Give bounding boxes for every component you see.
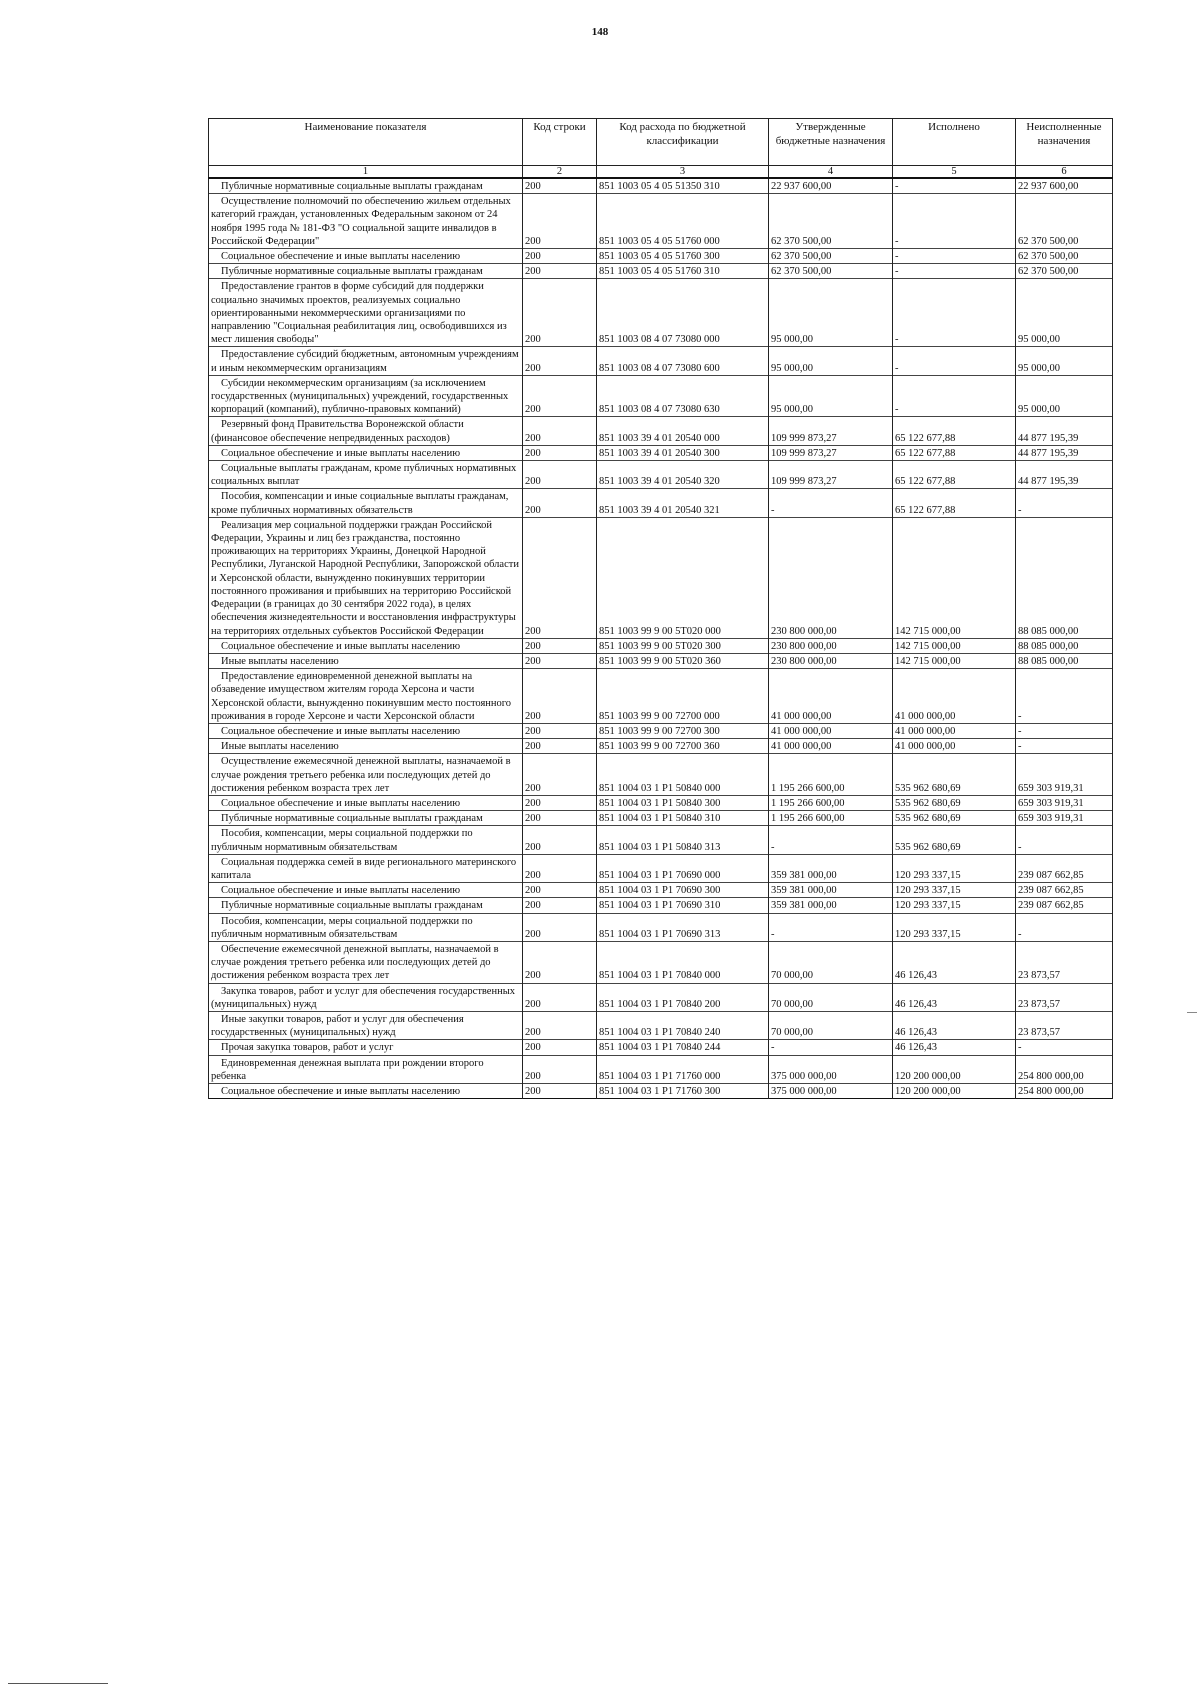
row-unexecuted: 44 877 195,39 [1016,445,1113,460]
row-approved: 41 000 000,00 [769,739,893,754]
table-row [209,913,1113,941]
row-name [209,653,523,668]
row-name [209,854,523,882]
table-header [209,119,1113,179]
row-name [209,194,523,249]
row-name [209,826,523,854]
row-executed: 65 122 677,88 [893,489,1016,517]
table-row [209,811,1113,826]
row-line-code: 200 [523,913,597,941]
row-expense-code: 851 1004 03 1 Р1 70840 244 [597,1040,769,1055]
column-number: 3 [597,166,769,179]
row-expense-code: 851 1003 39 4 01 20540 321 [597,489,769,517]
row-executed: 41 000 000,00 [893,723,1016,738]
row-approved: 62 370 500,00 [769,249,893,264]
row-name [209,417,523,445]
row-unexecuted: 659 303 919,31 [1016,811,1113,826]
header-indicator-name: Наименование показателя [209,119,523,166]
row-executed: 41 000 000,00 [893,669,1016,724]
row-expense-code: 851 1003 39 4 01 20540 000 [597,417,769,445]
table-row [209,854,1113,882]
row-name-text: Пособия, компенсации и иные социальные выплаты гражданам, кроме публичных нормативных обязательств [211,491,509,516]
row-name-text: Резервный фонд Правительства Воронежской области (финансовое обеспечение непредвиденных расходов) [211,419,464,444]
row-line-code: 200 [523,279,597,347]
row-approved: 230 800 000,00 [769,638,893,653]
row-expense-code: 851 1004 03 1 Р1 70690 000 [597,854,769,882]
row-expense-code: 851 1003 05 4 05 51760 310 [597,264,769,279]
row-name-text: Субсидии некоммерческим организациям (за исключением государственных (муниципальных) учреждений, государственных корпораций (компаний), публично-правовых компаний) [211,377,509,416]
row-expense-code: 851 1003 99 9 00 5Т020 000 [597,517,769,638]
row-name-text: Иные выплаты населению [221,655,339,667]
row-expense-code: 851 1004 03 1 Р1 70690 310 [597,898,769,913]
row-executed: 46 126,43 [893,983,1016,1011]
table-row [209,517,1113,638]
budget-execution-table [208,118,1113,1099]
row-name [209,898,523,913]
row-line-code: 200 [523,264,597,279]
table-row [209,264,1113,279]
row-executed: 535 962 680,69 [893,754,1016,796]
row-approved: 62 370 500,00 [769,194,893,249]
row-name-text: Осуществление ежемесячной денежной выплаты, назначаемой в случае рождения третьего ребенка или последующих детей до достижения ребенком возраста трех лет [211,756,511,794]
row-executed: 120 200 000,00 [893,1084,1016,1099]
row-executed: 120 293 337,15 [893,913,1016,941]
row-approved: 70 000,00 [769,983,893,1011]
table-row [209,983,1113,1011]
row-executed: 535 962 680,69 [893,795,1016,810]
row-name-text: Социальное обеспечение и иные выплаты населению [221,640,461,652]
row-executed: - [893,178,1016,194]
row-unexecuted: 239 087 662,85 [1016,854,1113,882]
row-line-code: 200 [523,178,597,194]
header-expense-code: Код расхода по бюджетной классификации [597,119,769,166]
row-line-code: 200 [523,489,597,517]
row-line-code: 200 [523,375,597,417]
row-executed: - [893,264,1016,279]
row-approved: - [769,1040,893,1055]
row-name [209,754,523,796]
row-line-code: 200 [523,739,597,754]
row-name-text: Социальное обеспечение и иные выплаты населению [221,725,461,737]
row-approved: 375 000 000,00 [769,1084,893,1099]
table-row [209,347,1113,375]
row-expense-code: 851 1003 08 4 07 73080 630 [597,375,769,417]
row-name [209,811,523,826]
row-approved: 1 195 266 600,00 [769,754,893,796]
row-unexecuted: 62 370 500,00 [1016,194,1113,249]
table-row [209,461,1113,489]
table-row [209,489,1113,517]
row-name-text: Социальное обеспечение и иные выплаты населению [221,885,461,897]
row-executed: - [893,347,1016,375]
row-approved: 22 937 600,00 [769,178,893,194]
row-approved: 1 195 266 600,00 [769,795,893,810]
row-unexecuted: 88 085 000,00 [1016,653,1113,668]
row-approved: 109 999 873,27 [769,417,893,445]
row-line-code: 200 [523,517,597,638]
row-line-code: 200 [523,1055,597,1083]
row-line-code: 200 [523,347,597,375]
margin-mark [1187,1012,1197,1013]
row-name-text: Социальное обеспечение и иные выплаты населению [221,251,461,263]
row-unexecuted: - [1016,669,1113,724]
row-unexecuted: 23 873,57 [1016,983,1113,1011]
row-name-text: Предоставление единовременной денежной выплаты на обзаведение имуществом жителям города Херсона и части Херсонской области, вынужденно покинувшим место постоянного проживания в городе Херсоне и части Херсонской области [211,671,512,722]
row-unexecuted: - [1016,739,1113,754]
row-unexecuted: 659 303 919,31 [1016,795,1113,810]
row-line-code: 200 [523,854,597,882]
row-name-text: Закупка товаров, работ и услуг для обеспечения государственных (муниципальных) нужд [211,985,516,1010]
table-row [209,445,1113,460]
row-line-code: 200 [523,754,597,796]
column-number: 2 [523,166,597,179]
row-line-code: 200 [523,194,597,249]
table-row [209,898,1113,913]
table-row [209,1011,1113,1039]
row-name [209,279,523,347]
row-expense-code: 851 1003 05 4 05 51760 300 [597,249,769,264]
row-expense-code: 851 1004 03 1 Р1 71760 000 [597,1055,769,1083]
row-expense-code: 851 1004 03 1 Р1 50840 310 [597,811,769,826]
row-unexecuted: 95 000,00 [1016,279,1113,347]
row-name [209,1040,523,1055]
row-unexecuted: - [1016,826,1113,854]
row-expense-code: 851 1003 08 4 07 73080 600 [597,347,769,375]
row-unexecuted: - [1016,913,1113,941]
row-approved: - [769,826,893,854]
row-name [209,347,523,375]
row-name [209,795,523,810]
row-name [209,739,523,754]
row-approved: 62 370 500,00 [769,264,893,279]
column-number: 1 [209,166,523,179]
row-expense-code: 851 1003 39 4 01 20540 320 [597,461,769,489]
row-executed: 142 715 000,00 [893,638,1016,653]
row-expense-code: 851 1003 99 9 00 5Т020 360 [597,653,769,668]
row-approved: 70 000,00 [769,941,893,983]
row-unexecuted: 44 877 195,39 [1016,461,1113,489]
row-line-code: 200 [523,1084,597,1099]
table-row [209,723,1113,738]
row-unexecuted: 22 937 600,00 [1016,178,1113,194]
table-row [209,1040,1113,1055]
row-line-code: 200 [523,638,597,653]
row-name [209,913,523,941]
row-name [209,1011,523,1039]
row-approved: 95 000,00 [769,279,893,347]
row-approved: 109 999 873,27 [769,461,893,489]
row-name-text: Социальное обеспечение и иные выплаты населению [221,447,461,459]
row-unexecuted: 88 085 000,00 [1016,638,1113,653]
row-expense-code: 851 1004 03 1 Р1 70840 200 [597,983,769,1011]
row-expense-code: 851 1003 39 4 01 20540 300 [597,445,769,460]
row-executed: - [893,194,1016,249]
row-expense-code: 851 1004 03 1 Р1 70690 313 [597,913,769,941]
table-row [209,795,1113,810]
row-unexecuted: - [1016,1040,1113,1055]
row-name [209,941,523,983]
row-executed: - [893,279,1016,347]
row-approved: 1 195 266 600,00 [769,811,893,826]
table-row [209,941,1113,983]
row-executed: 46 126,43 [893,941,1016,983]
row-executed: 120 293 337,15 [893,854,1016,882]
row-unexecuted: 659 303 919,31 [1016,754,1113,796]
row-executed: 142 715 000,00 [893,653,1016,668]
row-unexecuted: 254 800 000,00 [1016,1055,1113,1083]
row-unexecuted: 239 087 662,85 [1016,898,1113,913]
column-number: 4 [769,166,893,179]
page-number: 148 [591,26,609,38]
row-expense-code: 851 1004 03 1 Р1 50840 313 [597,826,769,854]
header-line-code: Код строки [523,119,597,166]
row-line-code: 200 [523,898,597,913]
row-name-text: Социальные выплаты гражданам, кроме публичных нормативных социальных выплат [211,463,517,488]
column-number: 5 [893,166,1016,179]
row-unexecuted: 62 370 500,00 [1016,249,1113,264]
table-row [209,249,1113,264]
row-line-code: 200 [523,461,597,489]
row-executed: - [893,375,1016,417]
row-line-code: 200 [523,1011,597,1039]
row-approved: 95 000,00 [769,375,893,417]
row-executed: 65 122 677,88 [893,445,1016,460]
row-name-text: Прочая закупка товаров, работ и услуг [221,1042,394,1054]
row-line-code: 200 [523,941,597,983]
header-unexecuted: Неисполненные назначения [1016,119,1113,166]
row-line-code: 200 [523,983,597,1011]
row-name [209,489,523,517]
row-unexecuted: 95 000,00 [1016,347,1113,375]
row-approved: 230 800 000,00 [769,517,893,638]
row-line-code: 200 [523,883,597,898]
row-expense-code: 851 1004 03 1 Р1 50840 300 [597,795,769,810]
row-executed: 65 122 677,88 [893,461,1016,489]
table-row [209,279,1113,347]
row-name-text: Пособия, компенсации, меры социальной поддержки по публичным нормативным обязательствам [211,915,473,940]
row-line-code: 200 [523,1040,597,1055]
row-unexecuted: 95 000,00 [1016,375,1113,417]
table-body [209,178,1113,1099]
row-name-text: Социальное обеспечение и иные выплаты населению [221,797,461,809]
row-name-text: Публичные нормативные социальные выплаты гражданам [221,900,483,912]
row-executed: 120 293 337,15 [893,898,1016,913]
row-name-text: Предоставление грантов в форме субсидий для поддержки социально значимых проектов, реализуемых социально ориентированными некоммерческими организациями по направлению "Социальная реабилитация лиц, освободившихся из мест лишения свободы" [211,281,507,346]
row-expense-code: 851 1004 03 1 Р1 50840 000 [597,754,769,796]
row-name [209,723,523,738]
table-row [209,739,1113,754]
row-unexecuted: 62 370 500,00 [1016,264,1113,279]
table-row [209,194,1113,249]
table-row [209,826,1113,854]
row-approved: 95 000,00 [769,347,893,375]
row-unexecuted: 88 085 000,00 [1016,517,1113,638]
table-row [209,754,1113,796]
row-name-text: Иные выплаты населению [221,741,339,753]
row-expense-code: 851 1003 05 4 05 51760 000 [597,194,769,249]
row-name [209,517,523,638]
header-approved: Утвержденные бюджетные назначения [769,119,893,166]
row-executed: 46 126,43 [893,1040,1016,1055]
row-approved: 359 381 000,00 [769,883,893,898]
row-line-code: 200 [523,723,597,738]
row-line-code: 200 [523,417,597,445]
row-approved: 375 000 000,00 [769,1055,893,1083]
row-executed: 120 200 000,00 [893,1055,1016,1083]
row-name-text: Социальное обеспечение и иные выплаты населению [221,1086,461,1097]
row-name-text: Предоставление субсидий бюджетным, автономным учреждениям и иным некоммерческим организациям [211,349,519,374]
row-expense-code: 851 1003 08 4 07 73080 000 [597,279,769,347]
row-name [209,669,523,724]
row-name-text: Социальная поддержка семей в виде регионального материнского капитала [211,856,517,881]
row-unexecuted: 44 877 195,39 [1016,417,1113,445]
table-row [209,1084,1113,1099]
row-expense-code: 851 1003 99 9 00 72700 000 [597,669,769,724]
row-line-code: 200 [523,653,597,668]
row-name-text: Обеспечение ежемесячной денежной выплаты, назначаемой в случае рождения третьего ребенка или последующих детей до достижения ребенком возраста трех лет [211,943,499,982]
row-executed: 41 000 000,00 [893,739,1016,754]
row-approved: 109 999 873,27 [769,445,893,460]
row-name-text: Осуществление полномочий по обеспечению жильем отдельных категорий граждан, установленных Федеральным законом от 24 ноября 1995 года № 181-ФЗ "О социальной защите инвалидов в Российской Федерации" [211,196,511,247]
row-expense-code: 851 1003 99 9 00 5Т020 300 [597,638,769,653]
row-name-text: Реализация мер социальной поддержки граждан Российской Федерации, Украины и лиц без гражданства, постоянно проживающих на территориях Украины, Донецкой Народной Республики, Луганской Народной Республики, Запорожской области и Херсонской области, вынужденно покинувших территории постоянного проживания и прибывших на территорию Российской Федерации (в границах до 30 сентября 2022 года), в целях обеспечения жизнедеятельности и восстановления инфраструктуры на территориях отдельных субъектов Российской Федерации [211,519,519,637]
row-approved: 359 381 000,00 [769,854,893,882]
row-expense-code: 851 1004 03 1 Р1 70690 300 [597,883,769,898]
table-row [209,669,1113,724]
row-name-text: Пособия, компенсации, меры социальной поддержки по публичным нормативным обязательствам [211,828,473,853]
row-name [209,638,523,653]
row-name [209,375,523,417]
table-row [209,1055,1113,1083]
row-name [209,1055,523,1083]
row-unexecuted: - [1016,489,1113,517]
row-name [209,178,523,194]
row-name [209,1084,523,1099]
row-approved: 230 800 000,00 [769,653,893,668]
row-unexecuted: - [1016,723,1113,738]
row-name-text: Публичные нормативные социальные выплаты гражданам [221,181,483,192]
row-name-text: Публичные нормативные социальные выплаты гражданам [221,266,483,278]
row-name [209,264,523,279]
row-executed: 142 715 000,00 [893,517,1016,638]
row-line-code: 200 [523,249,597,264]
row-name-text: Иные закупки товаров, работ и услуг для обеспечения государственных (муниципальных) нужд [211,1013,464,1039]
row-executed: - [893,249,1016,264]
row-expense-code: 851 1004 03 1 Р1 70840 240 [597,1011,769,1039]
row-approved: - [769,489,893,517]
row-executed: 535 962 680,69 [893,826,1016,854]
row-unexecuted: 254 800 000,00 [1016,1084,1113,1099]
row-approved: 41 000 000,00 [769,723,893,738]
row-executed: 46 126,43 [893,1011,1016,1039]
column-number: 6 [1016,166,1113,179]
row-approved: 70 000,00 [769,1011,893,1039]
table-row [209,638,1113,653]
row-expense-code: 851 1003 99 9 00 72700 360 [597,739,769,754]
row-executed: 65 122 677,88 [893,417,1016,445]
row-expense-code: 851 1003 05 4 05 51350 310 [597,178,769,194]
row-approved: 41 000 000,00 [769,669,893,724]
row-name [209,461,523,489]
row-approved: - [769,913,893,941]
row-name [209,249,523,264]
table-row [209,178,1113,194]
header-executed: Исполнено [893,119,1016,166]
row-executed: 120 293 337,15 [893,883,1016,898]
row-line-code: 200 [523,811,597,826]
table-row [209,883,1113,898]
row-name [209,883,523,898]
row-expense-code: 851 1004 03 1 Р1 70840 000 [597,941,769,983]
row-expense-code: 851 1004 03 1 Р1 71760 300 [597,1084,769,1099]
margin-line [8,1683,108,1684]
row-line-code: 200 [523,795,597,810]
row-unexecuted: 23 873,57 [1016,1011,1113,1039]
row-expense-code: 851 1003 99 9 00 72700 300 [597,723,769,738]
row-name [209,445,523,460]
row-name-text: Публичные нормативные социальные выплаты гражданам [221,813,483,825]
row-unexecuted: 239 087 662,85 [1016,883,1113,898]
row-line-code: 200 [523,669,597,724]
row-name [209,983,523,1011]
row-executed: 535 962 680,69 [893,811,1016,826]
row-unexecuted: 23 873,57 [1016,941,1113,983]
row-approved: 359 381 000,00 [769,898,893,913]
table-row [209,375,1113,417]
table-row [209,653,1113,668]
row-line-code: 200 [523,826,597,854]
row-line-code: 200 [523,445,597,460]
row-name-text: Единовременная денежная выплата при рождении второго ребенка [211,1057,484,1082]
table-row [209,417,1113,445]
